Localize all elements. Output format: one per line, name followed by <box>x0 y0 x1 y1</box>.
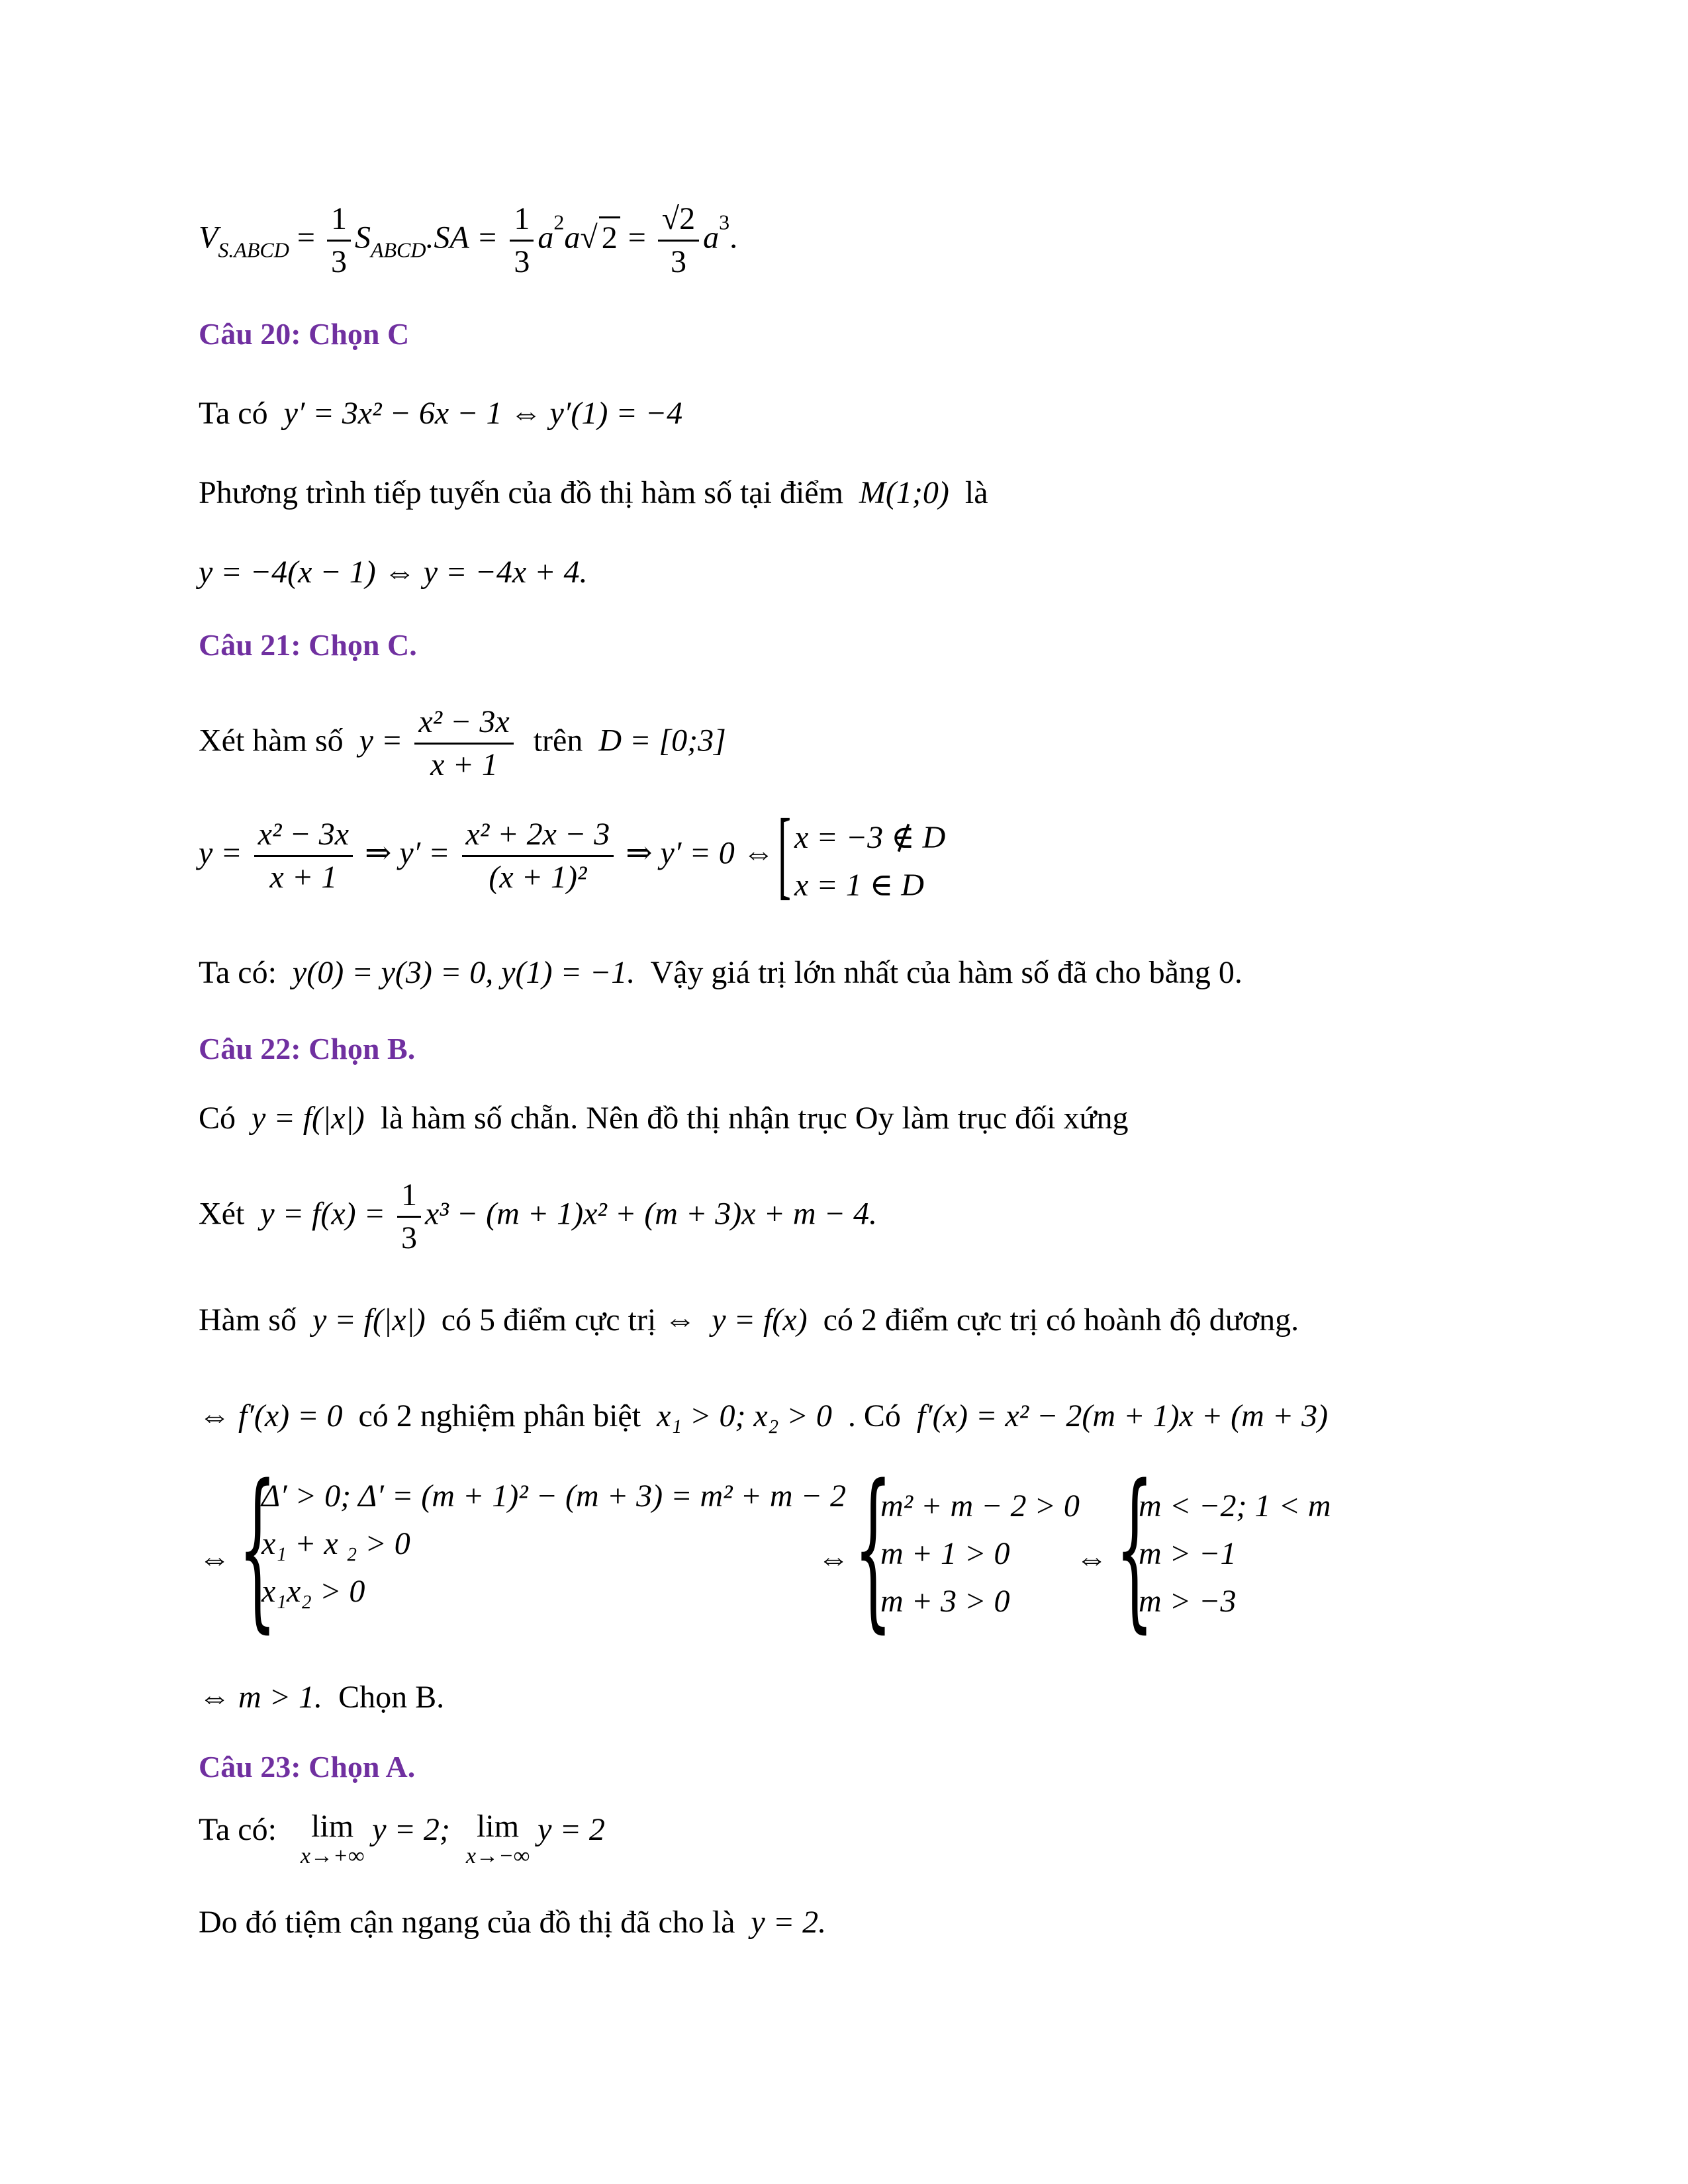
cau21-function-fraction: $\frac{\text{x² − 3x}}{x + 1}$ <box>414 702 513 786</box>
cau22-ham-so: Hàm số <box>199 1302 297 1338</box>
cau21-case-bracket: [ <box>778 799 791 909</box>
cau21-domain: D = [0;3] <box>598 723 726 758</box>
cau23-heading: Câu 23: Chọn A. <box>199 1750 416 1784</box>
cau22-f-def: y = f(x) = <box>260 1196 386 1232</box>
cau22-line3 <box>199 1300 1299 1340</box>
cau22-positive-roots: x₁ > 0; x₂ > 0 <box>657 1398 832 1433</box>
cau22-brace-2: { <box>854 1449 892 1649</box>
cau22-line1 <box>199 1099 1128 1138</box>
cau22-sys3-line2: m > −1 <box>1139 1536 1237 1571</box>
cau20-line2-text: Phương trình tiếp tuyến của đồ thị hàm số tại điểm <box>199 475 843 510</box>
cau23-line1 <box>199 1810 605 1870</box>
cau20-point: M(1;0) <box>859 475 949 510</box>
cau21-case-1: x = −3 ∉ D <box>794 820 946 855</box>
cau22-line4-text: có 2 nghiệm phân biệt <box>358 1398 641 1433</box>
cau21-line3 <box>199 953 1243 993</box>
cau21-derivative-arrow: ⇒ y′ = <box>365 835 450 871</box>
cau21-line2 <box>199 814 774 898</box>
cau21-case-2: x = 1 ∈ D <box>794 868 924 903</box>
cau22-co-2: . Có <box>847 1398 901 1433</box>
cau22-heading: Câu 22: Chọn B. <box>199 1032 416 1066</box>
cau22-line1-text: là hàm số chẵn. Nên đồ thị nhận trục Oy làm trục đối xứng <box>380 1101 1129 1136</box>
a-symbol: a <box>538 220 554 255</box>
cau22-sys-arrow-1: ⇔ <box>199 1541 230 1576</box>
cau22-sys3-line3: m > −3 <box>1139 1584 1237 1619</box>
cau21-cases <box>794 814 945 909</box>
cau22-final-text: Chọn B. <box>338 1680 445 1715</box>
cau22-f-x: y = f(x) <box>712 1302 808 1338</box>
cau20-derivative: y′ = 3x² − 6x − 1 ⇔ y′(1) = −4 <box>283 396 683 431</box>
cau21-fraction-1: $\frac{\text{x² − 3x}}{x + 1}$ <box>254 814 353 898</box>
cau22-system-1 <box>261 1473 846 1615</box>
cau21-line1 <box>199 702 726 786</box>
cau21-fraction-2: $\frac{\text{x² + 2x − 3}}{\text{(x + 1)²}}$ <box>462 814 614 898</box>
cau22-fprime-def: f′(x) = x² − 2(m + 1)x + (m + 3) <box>916 1398 1329 1433</box>
fraction-one-third-a: $\frac{1}{3}$ <box>327 199 351 283</box>
cau21-conclusion: Vậy giá trị lớn nhất của hàm số đã cho bằng 0. <box>650 955 1243 990</box>
cau20-tangent-equation: y = −4(x − 1) ⇔ y = −4x + 4. <box>199 555 588 590</box>
cau21-zero-arrow: ⇒ y′ = 0 ⇔ <box>626 835 774 871</box>
cau22-f-abs-x: y = f(|x|) <box>252 1101 365 1136</box>
s-symbol: S <box>354 220 371 255</box>
sa-term: .SA = <box>426 220 498 255</box>
fraction-sqrt2-third: $\frac{√2}{3}$ <box>658 199 699 283</box>
cau23-asymptote: y = 2. <box>751 1905 827 1940</box>
cau22-f-abs-x-2: y = f(|x|) <box>312 1302 426 1338</box>
cau21-line1-text: Xét hàm số <box>199 723 344 758</box>
cau22-sys3-line1: m < −2; 1 < m <box>1139 1488 1331 1524</box>
a-exponent: 2 <box>553 210 565 234</box>
tail-exponent: 3 <box>719 210 730 234</box>
cau20-heading: Câu 20: Chọn C <box>199 317 410 351</box>
cau21-ta-co: Ta có: <box>199 955 277 990</box>
fraction-one-third-b: $\frac{1}{3}$ <box>510 199 534 283</box>
cau22-final <box>199 1678 444 1717</box>
cau22-system-2 <box>880 1482 1080 1625</box>
cau22-final-math: ⇔ m > 1. <box>199 1680 323 1715</box>
cau22-polynomial: x³ − (m + 1)x² + (m + 3)x + m − 4. <box>425 1196 877 1232</box>
cau23-line2 <box>199 1903 826 1942</box>
cau22-sys2-line1: m² + m − 2 > 0 <box>880 1488 1080 1524</box>
s-subscript: ABCD <box>370 238 426 262</box>
cau22-sys-arrow-2: ⇔ <box>818 1541 849 1576</box>
cau22-sys-arrow-3: ⇔ <box>1076 1541 1107 1576</box>
tail-period: . <box>729 220 738 255</box>
cau21-y-eq-2: y = <box>199 835 242 871</box>
cau21-tren: trên <box>533 723 583 758</box>
cau20-line3 <box>199 553 588 592</box>
cau22-brace-1: { <box>238 1449 277 1649</box>
cau22-sys2-line3: m + 3 > 0 <box>880 1584 1010 1619</box>
cau22-system-3 <box>1139 1482 1331 1625</box>
cau22-co: Có <box>199 1101 236 1136</box>
cau22-line3-text: có 5 điểm cực trị ⇔ <box>441 1302 696 1338</box>
cau20-line2-end: là <box>964 475 988 510</box>
cau23-limit-plus: lim x→+∞ <box>300 1809 365 1868</box>
cau22-xet: Xét <box>199 1196 245 1232</box>
v-subscript: S.ABCD <box>218 238 289 262</box>
cau21-values: y(0) = y(3) = 0, y(1) = −1. <box>292 955 635 990</box>
cau21-heading: Câu 21: Chọn C. <box>199 628 417 662</box>
cau23-conclusion: Do đó tiệm cận ngang của đồ thị đã cho là <box>199 1905 735 1940</box>
cau22-line3-text-2: có 2 điểm cực trị có hoành độ dương. <box>823 1302 1299 1338</box>
cau22-one-third: $\frac{1}{3}$ <box>397 1175 421 1259</box>
cau22-line4 <box>199 1396 1328 1436</box>
cau23-limit-minus-value: y = 2 <box>538 1812 605 1847</box>
cau22-sys1-line3: x₁x₂ > 0 <box>261 1574 365 1609</box>
cau22-brace-3: { <box>1115 1449 1154 1649</box>
v-symbol: V <box>199 220 218 255</box>
cau22-sys1-line2: x₁ + x ₂ > 0 <box>261 1526 410 1561</box>
cau23-limit-minus: lim x→−∞ <box>465 1809 530 1868</box>
cau20-line1 <box>199 394 682 433</box>
cau22-fprime-zero: ⇔ f′(x) = 0 <box>199 1398 343 1433</box>
sqrt-value: 2 <box>599 216 620 258</box>
a-symbol-2: a <box>564 220 581 255</box>
cau22-sys2-line2: m + 1 > 0 <box>880 1536 1010 1571</box>
cau22-sys1-line1: Δ′ > 0; Δ′ = (m + 1)² − (m + 3) = m² + m − 2 <box>261 1479 846 1514</box>
cau23-limit-plus-value: y = 2; <box>372 1812 450 1847</box>
cau20-line2 <box>199 473 988 513</box>
volume-formula: $V_{S.ABCD}$ = $\frac{1}{3}$ $S_{ABCD}.SA$ = $\frac{1}{3}$ $a^2a√$ 2 = $\frac{√2}{3}$ $a^3$. <box>199 199 737 283</box>
a-tail: a <box>703 220 720 255</box>
cau20-line1-text: Ta có <box>199 396 268 431</box>
cau23-ta-co: Ta có: <box>199 1812 277 1847</box>
cau21-y-eq: y = <box>359 723 403 758</box>
cau22-line2 <box>199 1175 877 1259</box>
